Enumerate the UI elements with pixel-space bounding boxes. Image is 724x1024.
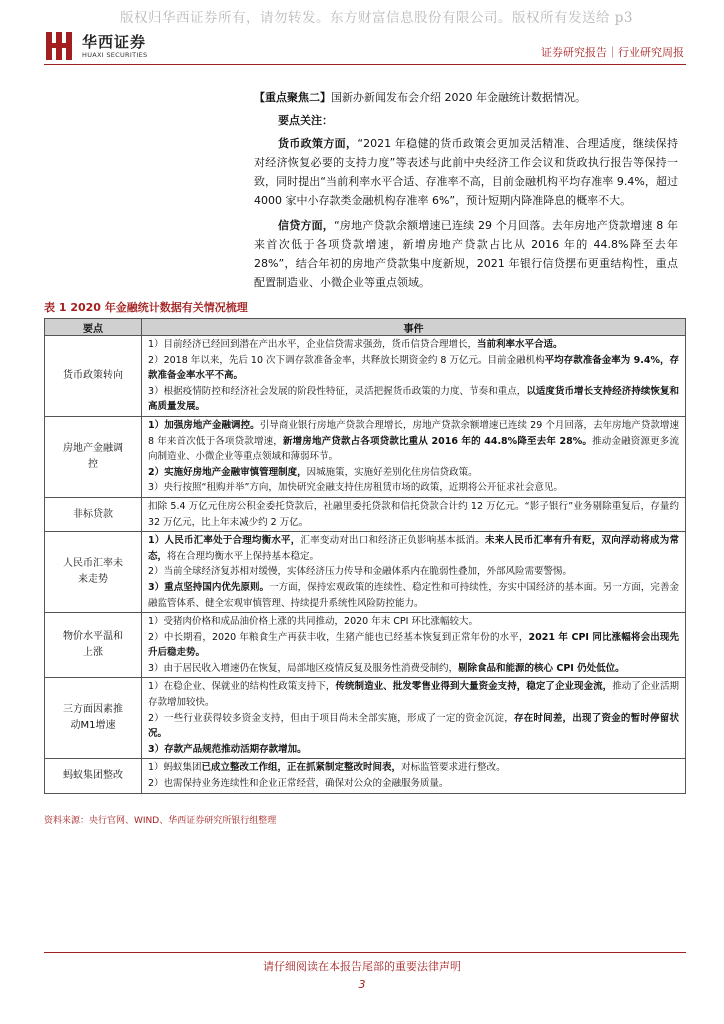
- event-emphasis: 新增房地产贷款占各项贷款比重从 2016 年的 44.8%降至去年 28%。: [282, 435, 593, 447]
- row-key-cell: 人民币汇率未来走势: [45, 532, 142, 613]
- data-table-container: [44, 318, 686, 794]
- event-text: 2）2018 年以来，先后 10 次下调存款准备金率，共释放长期资金约 8 万亿元。目前金融机构: [148, 354, 545, 366]
- event-line: [148, 564, 679, 580]
- table-header-row: [45, 319, 686, 336]
- event-line: [148, 337, 679, 353]
- event-text: 1）受猪肉价格和成品油价格上涨的共同推动，2020 年末 CPI 环比涨幅较大。: [148, 616, 478, 628]
- table-row: [45, 416, 686, 497]
- source-note: 资料来源：央行官网、WIND、华西证券研究所银行组整理: [44, 816, 277, 826]
- event-text: 推动了企业活期存款增加较快。: [148, 681, 679, 709]
- legal-disclaimer: 请仔细阅读在本报告尾部的重要法律声明: [263, 960, 461, 973]
- key-points-label: 要点关注：: [278, 114, 333, 127]
- event-emphasis: 3）存款产品规范推动活期存款增加。: [148, 743, 307, 755]
- para-lead: 信贷方面，: [278, 219, 335, 232]
- row-events-cell: [142, 759, 686, 793]
- row-events-cell: [142, 532, 686, 613]
- event-line: [148, 533, 679, 564]
- event-text: 扣除 5.4 万亿元住房公积金委托贷款后，社融里委托贷款和信托贷款合计约 12 万亿元。“影子银行”业务剔除重复后，存量约 32 万亿元，比上年末减少约 2 万亿。: [148, 500, 679, 528]
- event-line: [148, 679, 679, 710]
- huaxi-logo-icon: [44, 30, 74, 62]
- event-line: [148, 760, 679, 776]
- event-emphasis: 剔除食品和能源的核心 CPI 仍处低位。: [458, 662, 625, 674]
- footer-divider: [44, 952, 686, 953]
- event-text: 对标监管要求进行整改。: [401, 762, 506, 774]
- company-logo: [44, 28, 164, 64]
- focus-section: [254, 88, 678, 298]
- row-key-cell: 三方面因素推动M1增速: [45, 678, 142, 759]
- table-row: [45, 759, 686, 793]
- event-text: 将在合理均衡水平上保持基本稳定。: [167, 550, 320, 562]
- header-divider: [44, 64, 686, 65]
- focus-title: [254, 88, 678, 107]
- event-text: 一方面，保持宏观政策的连续性、稳定性和可持续性，夯实中国经济的基本面。另一方面，完善金融监管体系、健全宏观审慎管理、持续提升系统性风险防控能力。: [148, 581, 679, 609]
- row-events-cell: [142, 416, 686, 497]
- row-events-cell: [142, 678, 686, 759]
- watermark-text: 版权归华西证券所有，请勿转发。东方财富信息股份有限公司。版权所有发送给 p3: [120, 10, 634, 26]
- event-line: [148, 776, 679, 792]
- event-text: 1）在稳企业、保就业的结构性政策支持下，: [148, 681, 336, 693]
- event-emphasis: 2021 年 CPI 同比涨幅将会出现先升后稳走势。: [148, 631, 679, 659]
- event-line: [148, 711, 679, 742]
- row-key-cell: 物价水平温和上涨: [45, 613, 142, 678]
- event-text: 2）也需保持业务连续性和企业正常经营，确保对公众的金融服务质量。: [148, 778, 449, 790]
- event-line: [148, 465, 679, 481]
- page-number: 3: [358, 978, 366, 991]
- event-emphasis: 当前利率水平合适。: [477, 339, 563, 350]
- event-text: 2）当前全球经济复苏相对缓慢，实体经济压力传导和金融体系内在脆弱性叠加，外部风险需要警惕。: [148, 566, 573, 578]
- row-events-cell: [142, 336, 686, 417]
- event-emphasis: 已成立整改工作组，正在抓紧制定整改时间表，: [201, 762, 402, 774]
- row-key-cell: 蚂蚁集团整改: [45, 759, 142, 793]
- event-line: [148, 418, 679, 465]
- credit-paragraph: [254, 216, 678, 292]
- column-header-events: 事件: [142, 319, 686, 336]
- monetary-policy-paragraph: [254, 134, 678, 210]
- table-row: [45, 497, 686, 531]
- table-caption: 表 1 2020 年金融统计数据有关情况梳理: [44, 301, 248, 314]
- event-line: [148, 499, 679, 530]
- event-text: 3）由于居民收入增速仍在恢复，局部地区疫情反复及服务性消费受制约，: [148, 662, 459, 674]
- table-row: [45, 613, 686, 678]
- event-line: [148, 630, 679, 661]
- focus-title-text: 国新办新闻发布会介绍 2020 年金融统计数据情况。: [331, 91, 586, 104]
- event-line: [148, 614, 679, 630]
- table-row: [45, 678, 686, 759]
- event-text: 1）目前经济已经回到潜在产出水平，企业信贷需求强劲，货币信贷合理增长，: [148, 339, 478, 350]
- event-line: [148, 661, 679, 677]
- row-events-cell: [142, 497, 686, 531]
- event-text: 1）蚂蚁集团: [148, 762, 202, 774]
- row-key-cell: 货币政策转向: [45, 336, 142, 417]
- focus-title-prefix: 【重点聚焦二】: [254, 91, 331, 104]
- event-text: 汇率变动对出口和经济正负影响基本抵消。: [300, 535, 485, 547]
- row-key-cell: 非标贷款: [45, 497, 142, 531]
- event-line: [148, 353, 679, 384]
- event-emphasis: 未来人民币汇率有升有贬，双向浮动将成为常态，: [148, 535, 679, 562]
- event-emphasis: 存在时间差，出现了资金的暂时停留状况。: [148, 712, 679, 740]
- event-text: 2）中长期看，2020 年粮食生产再获丰收，生猪产能也已经基本恢复到正常年份的水平，: [148, 631, 529, 643]
- event-emphasis: 2）实施好房地产金融审慎管理制度，: [148, 466, 307, 478]
- event-emphasis: 1）加强房地产金融调控。: [148, 419, 260, 431]
- row-key-cell: 房地产金融调控: [45, 416, 142, 497]
- table-body: [45, 336, 686, 794]
- para-body: “房地产贷款余额增速已连续 29 个月回落。去年房地产贷款增速 8 年来首次低于各项贷款增速，新增房地产贷款占比从 2016 年的 44.8%降至去年 28%”，结合年初的房地产贷款集中度新规，2021 年银行信贷摆布更重结构性，重点配置制造业、小微企业等重点领域。: [254, 219, 678, 289]
- event-line: [148, 580, 679, 611]
- event-emphasis: 以适度货币增长支持经济持续恢复和高质量发展。: [148, 385, 679, 413]
- event-text: 3）根据疫情防控和经济社会发展的阶段性特征，灵活把握货币政策的力度、节奏和重点，: [148, 385, 527, 397]
- event-line: [148, 742, 679, 758]
- event-text: 引导商业银行房地产贷款合理增长，房地产贷款余额增速已连续 29 个月回落，去年房地产贷款增速 8 年来首次低于各项贷款增速，: [148, 419, 679, 447]
- event-text: 推动金融资源更多流向制造业、小微企业等重点领域和薄弱环节。: [148, 435, 679, 463]
- logo-name-en: HUAXI SECURITIES: [82, 51, 148, 59]
- financial-data-table: [44, 318, 686, 794]
- column-header-key: 要点: [45, 319, 142, 336]
- row-events-cell: [142, 613, 686, 678]
- event-line: [148, 384, 679, 415]
- event-text: 2）一些行业获得较多资金支持，但由于项目尚未全部实施，形成了一定的资金沉淀，: [148, 712, 514, 724]
- event-emphasis: 3）重点坚持国内优先原则。: [148, 581, 270, 593]
- event-text: 因城施策，实施好差别化住房信贷政策。: [306, 466, 478, 478]
- logo-name-cn: 华西证券: [82, 33, 147, 51]
- event-text: 3）央行按照“租购并举”方向，加快研究金融支持住房租赁市场的政策，近期将公开征求社会意见。: [148, 482, 563, 494]
- table-row: [45, 532, 686, 613]
- table-row: [45, 336, 686, 417]
- event-emphasis: 平均存款准备金率为 9.4%，存款准备金率水平不高。: [148, 354, 679, 382]
- event-line: [148, 480, 679, 496]
- event-emphasis: 1）人民币汇率处于合理均衡水平，: [148, 535, 301, 547]
- para-body: “2021 年稳健的货币政策会更加灵活精准、合理适度，继续保持对经济恢复必要的支持力度”等表述与此前中央经济工作会议和货政执行报告等保持一致，同时提出“当前利率水平合适、存准率不高，目前金融机构平均存准率 9.4%，超过 4000 家中小存款类金融机构存准率 6%”，预计短期内降准降息的概率不大。: [254, 137, 678, 207]
- para-lead: 货币政策方面，: [278, 137, 358, 150]
- event-emphasis: 传统制造业、批发零售业得到大量资金支持，稳定了企业现金流，: [335, 681, 613, 693]
- report-type-label: 证券研究报告｜行业研究周报: [541, 46, 684, 59]
